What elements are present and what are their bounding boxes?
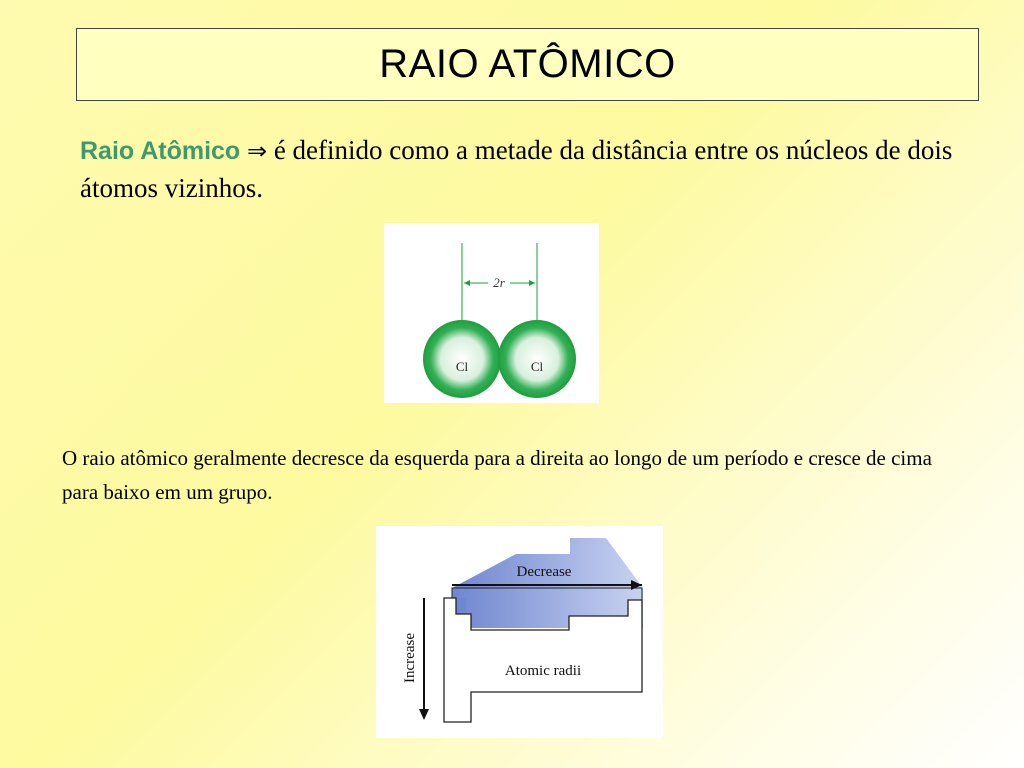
atom-left-label: Cl [455,359,469,374]
increase-arrowhead-icon [419,709,429,720]
arrowhead-left-icon [464,280,470,286]
distance-label: 2r [493,275,505,290]
chlorine-atoms-figure [384,223,599,403]
increase-label: Increase [402,633,418,683]
implies-arrow-icon: ⇒ [246,137,268,165]
atom-right-label: Cl [530,359,544,374]
slide-title: RAIO ATÔMICO [379,42,676,86]
atomic-radii-label: Atomic radii [504,663,582,679]
definition-paragraph [80,132,980,207]
definition-text: é definido como a metade da distância entre os núcleos de dois átomos vizinhos. [80,135,953,203]
periodic-trend-figure [376,526,663,738]
title-box [76,28,979,101]
decrease-label: Decrease [516,564,572,580]
periodic-trend-diagram [376,526,663,738]
arrowhead-right-icon [529,280,535,286]
trend-paragraph: O raio atômico geralmente decresce da esquerda para a direita ao longo de um período e cresce de cima para baixo em um grupo. [62,446,932,504]
chlorine-atoms-diagram [384,223,599,403]
decrease-shaded-region [452,538,643,628]
definition-term: Raio Atômico [80,137,241,165]
